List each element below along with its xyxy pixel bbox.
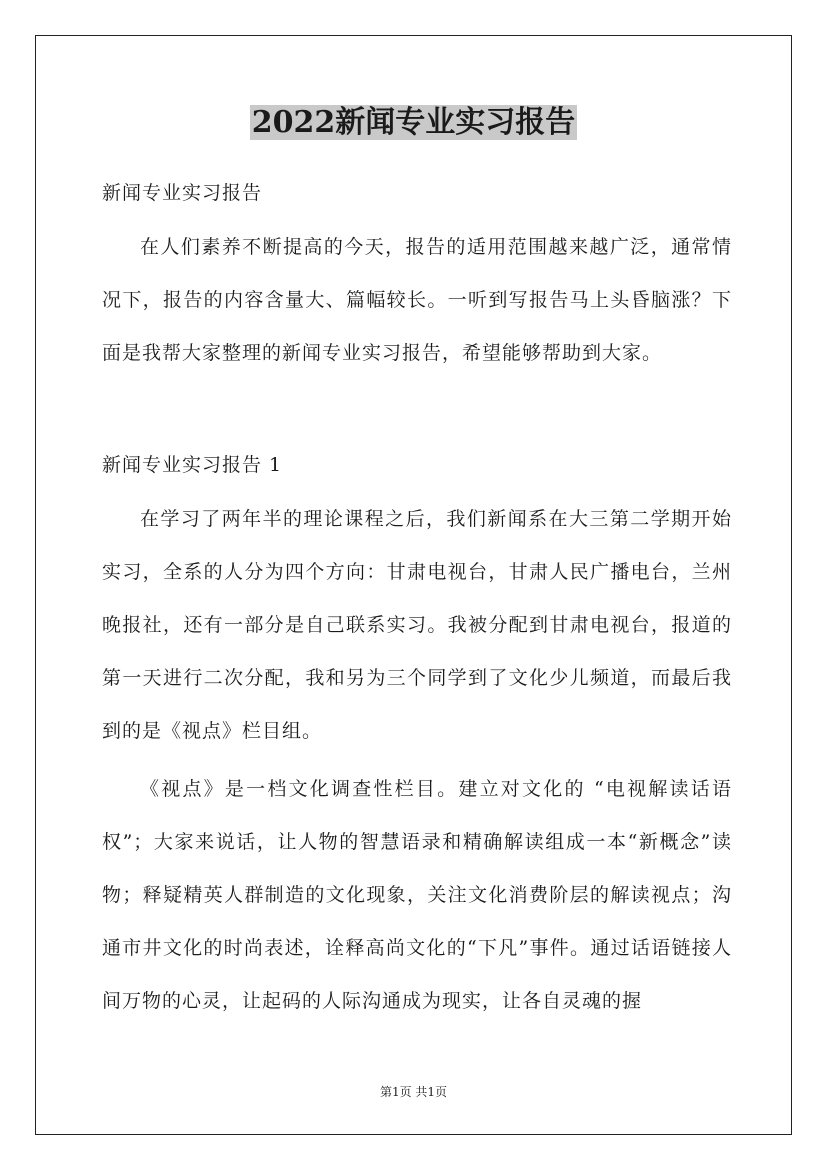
intro-paragraph: 在人们素养不断提高的今天，报告的适用范围越来越广泛，通常情况下，报告的内容含量大、篇幅较长。一听到写报告马上头昏脑涨？下面是我帮大家整理的新闻专业实习报告，希望能够帮助到大家。: [102, 236, 732, 364]
page-number: 第1页 共1页: [379, 1085, 448, 1099]
body-paragraph-2: 《视点》是一档文化调查性栏目。建立对文化的 “电视解读话语权”；大家来说话，让人物的智慧语录和精确解读组成一本“新概念”读物；释疑精英人群制造的文化现象，关注文化消费阶层的解读视点；沟通市井文化的时尚表述，诠释高尚文化的“下凡”事件。通过话语链接人间万物的心灵，让起码的人际沟通成为现实，让各自灵魂的握: [102, 778, 732, 1012]
document-title: [0, 103, 827, 143]
document-title-text: 2022新闻专业实习报告: [251, 105, 576, 140]
body-paragraph-1: 在学习了两年半的理论课程之后，我们新闻系在大三第二学期开始实习，全系的人分为四个方向：甘肃电视台，甘肃人民广播电台，兰州晚报社，还有一部分是自己联系实习。我被分配到甘肃电视台，报道的第一天进行二次分配，我和另为三个同学到了文化少儿频道，而最后我到的是《视点》栏目组。: [102, 508, 732, 742]
section-heading: 新闻专业实习报告 1: [102, 454, 283, 476]
document-subtitle: 新闻专业实习报告: [102, 182, 263, 204]
